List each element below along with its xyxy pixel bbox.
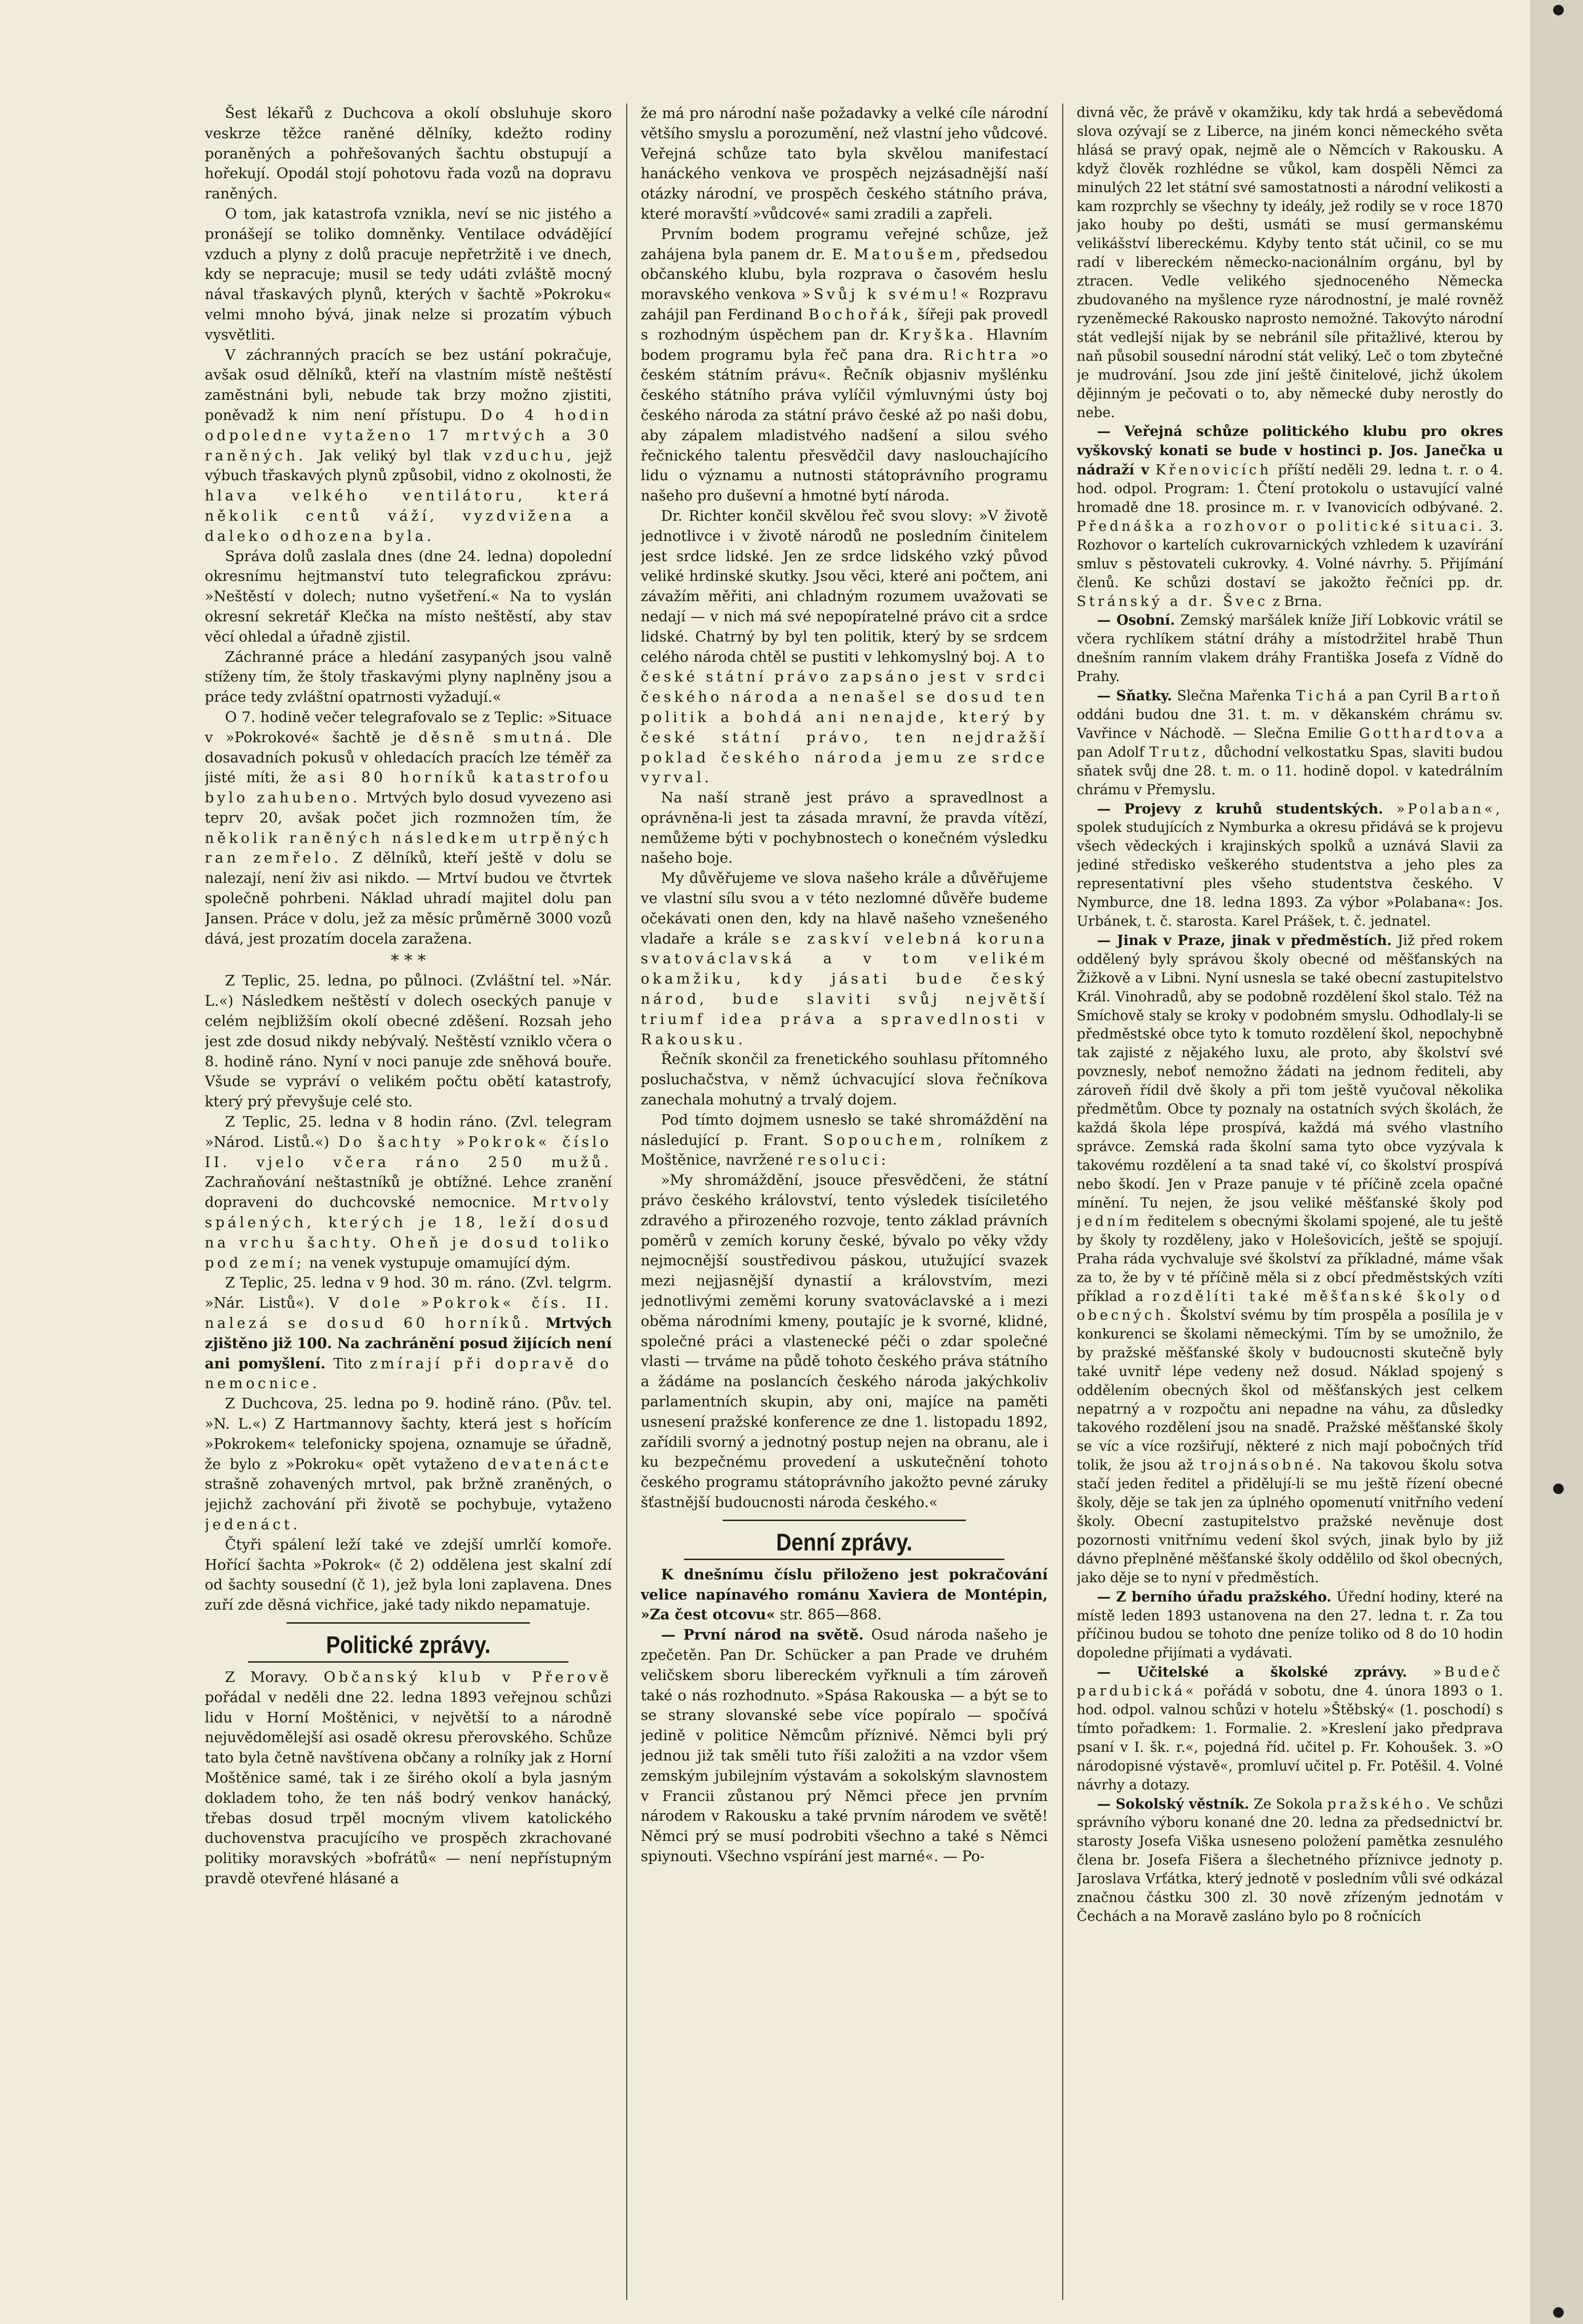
article-paragraph: — První národ na světě. Osud národa našeho je zpečetěn. Pan Dr. Schücker a pan Prade ve druhém veličskem sboru libereckém vyřknuli a tím zároveň také o nás rozhodnuto. »Spása Rakouska — a být se to se strany slovanské sebe více popíralo — spočívá jedině v politice Němcům příznivé. Němci byli prý jednou již tak směli tuto říši založiti a na vzdor všem zemským jubilejním výstavám a sokolským slavnostem v Francii zůstanou prý Němci přece jen prvním národem v Rakousku a také prvním národem ve světě! Němci prý se musí podrobiti všechno a také s Němci spiynouti. Všechno vspírání jest marné«. — Po- <box>641 1627 1048 1865</box>
article-paragraph: Řečník skončil za frenetického souhlasu přítomného posluchačstva, v němž úchvacující slova řečníkova zanechala mohutný a trvalý dojem. <box>641 1051 1048 1109</box>
article-paragraph: »My shromáždění, jsouce přesvědčeni, že státní právo českého království, tento výsledek tisíciletého zdravého a přirozeného rozvoje, tento základ právních poměrů v zemích koruny české, bývalo po věky vždy nejmocnější soustředivou páskou, utužující svazek mezi nejjasnější dynastií a královstvím, mezi jednotlivými zeměmi koruny svatováclavské a i mezi oběma národními kmeny, poutajíc je k svorné, klidné, společné práci a vlastenecké péči o zdar společné vlasti — trváme na půdě tohoto českého práva státního a žádáme na poslancích českého národa jakýchkoliv parlamentních skupin, aby oni, majíce na paměti usnesení pražské konference ze dne 1. listopadu 1892, zařídili svorný a jednotný postup nejen na obranu, ale i ku bezpečnému provedení a uskutečnění tohoto českého programu státoprávního jakožto pevné záruky šťastnější budoucnosti národa českého.« <box>641 1172 1048 1511</box>
news-item: — Jinak v Praze, jinak v předměstích. Již před rokem oddělený byly správou školy obecné od měšťanských na Žižkově a v Libni. Nyní usnesla se také obecní zastupitelstvo Král. Vinohradů, aby se podobně rozdělení škol stalo. Též na Smíchově staly se kroky v podobném smyslu. Odhodlaly-li se předměstské obce tyto k tomuto rozdělení škol, nepochybně tak zajisté z nějakého luxu, ale proto, aby školství své povznesly, neboť nemožno žádati na jednom řediteli, aby zároveň řídil dvě školy a při tom ještě vyučoval několika předmětům. Obce ty poznaly na ostatních svých školách, že každá škola lépe prospívá, každá má svého vlastního správce. Zemská rada školní sama tyto obce vyzývala k takovému rozdělení a ta snad také ví, co školství prospívá nebo škodí. Jen v Praze panuje v té příčině zcela opačné mínění. Tu nejen, že jsou veliké měšťanské školy pod jedním ředitelem s obecnými školami spojené, ale tu ještě by školy ty rozděleny, jako v Holešovicích, ještě se spojují. Praha ráda vychvaluje své školství za příkladné, máme však za to, že by v té příčině měla si z obcí předměstských vzíti příklad a rozdělíti také měšťanské školy od obecných. Školství svému by tím prospěla a posílila je v konkurenci se školami německými. Tím by se umožnilo, že by pražské měšťanské školy v budoucnosti skutečně byly také uvnitř lépe vedeny než dosud. Náklad spojený s oddělením obecných škol od měšťanských jest celkem nepatrný a v rozpočtu ani nepadne na váhu, za důsledky takového rozdělení jsou na snadě. Pražské měšťanské školy se víc a více rozšiřují, některé z nich mají pobočných tříd tolik, že jsou až trojnásobné. Na takovou školu sotva stačí jeden ředitel a přidělují-li se mu ještě řízení obecné školy, děje se tak jen za úplného opomenutí vnitřního vedení školy. Obecní zastupitelstvo pražské nevěnuje dost pozornosti vnitřnímu vedení škol svých, jinak bylo by již dávno přeplněné měšťanské školy oddělilo od škol obecných, jako děje se to nyní v předměstích. <box>1077 932 1503 1586</box>
article-paragraph: Šest lékařů z Duchcova a okolí obsluhuje skoro veskrze těžce raněné dělníky, kdežto rodiny poraněných a pohřešovaných šachtu obstupují a hořekují. Opodál stojí pohotovu řada vozů na dopravu raněných. <box>205 105 612 203</box>
section-heading-politicke-zpravy: Politické zprávy. <box>326 1631 491 1658</box>
article-end-rule <box>723 1520 966 1521</box>
registration-dot <box>1553 5 1564 15</box>
article-paragraph: Správa dolů zaslala dnes (dne 24. ledna) dopolední okresnímu hejtmanství tuto telegrafickou zprávu: »Neštěstí v dolech; nutno vyšetření.« Na to vyslán okresní sekretář Klečka na místo neštěstí, aby stav věcí ohledal a úřadně zjistil. <box>205 548 612 645</box>
column-1 <box>205 104 612 2300</box>
article-paragraph: že má pro národní naše požadavky a velké cíle národní většího smyslu a porozumění, než vlastní jeho vůdcové. Veřejná schůze tato byla skvělou manifestací hanáckého venkova ve prospěch nejzásadnější naší otázky národní, ve prospěch českého státního práva, které moravští »vůdcové« sami zradili a zapřeli. <box>641 105 1048 223</box>
column-rule <box>1062 104 1063 2300</box>
article-paragraph: My důvěřujeme ve slova našeho krále a důvěřujeme ve vlastní sílu svou a v této nezlomné důvěře budeme očekávati onen den, kdy na hlavě našeho vznešeného vladaře a krále se zaskví velebná koruna svatováclavská a v tom velikém okamžiku, kdy jásati bude český národ, bude slaviti svůj největší triumf idea práva a spravedlnosti v Rakousku. <box>641 870 1048 1048</box>
article-paragraph: Pod tímto dojmem usnesło se také shromáždění na následující p. Frant. Sopouchem, rolníkem z Moštěnice, navržené resoluci: <box>641 1111 1048 1169</box>
article-paragraph: Záchranné práce a hledání zasypaných jsou valně stíženy tím, že štoly třaskavými plyny naplněny jsou a práce tedy zvláštní opatrnosti vyžadují.« <box>205 648 612 706</box>
scan-registration-dots <box>1549 0 1569 2324</box>
article-paragraph: Čtyři spálení leží také ve zdejší umrlčí komoře. Hořící šachta »Pokrok« (č 2) oddělena jest skalní zdí od šachty sousední (č 1), jež byla loni zaplavena. Dnes zuří zde děsná vichřice, jaké tady nikdo nepamatuje. <box>205 1536 612 1614</box>
news-item: — Učitelské a školské zprávy. »Budeč pardubická« pořádá v sobotu, dne 4. února 1893 o 1. hod. odpol. valnou schůzi v hotelu »Štěbský« (1. poschodí) s tímto pořadkem: 1. Formalie. 2. »Kreslení jako předprava psaní v I. šk. r.«, pojedná říd. učitel p. Fr. Kohoušek. 3. »O národopisné výstavě«, promluví učitel p. Fr. Potěšil. 4. Volné návrhy a dotazy. <box>1077 1664 1503 1793</box>
column-rule <box>626 104 627 2300</box>
column-2 <box>641 104 1048 2300</box>
news-item: — Sňatky. Slečna Mařenka Tichá a pan Cyril Bartoň oddáni budou dne 31. t. m. v děkanském chrámu sv. Vavřince v Náchodě. — Slečna Emilie Gotthardtova a pan Adolf Trutz, důchodní velkostatku Spas, slaviti budou sňatek svůj dne 28. t. m. o 11. hodině dopol. v katedrálním chrámu v Přemyslu. <box>1077 687 1503 798</box>
article-paragraph: Z Teplic, 25. ledna, po půlnoci. (Zvláštní tel. »Nár. L.«) Následkem neštěstí v dolech oseckých panuje v celém nejbližším okolí obecné zděšení. Rozsah jeho jest zde dosud nikdy nebývalý. Neštěstí vzniklo včera o 8. hodině ráno. Nyní v noci panuje zde sněhová bouře. Všude se vypráví o velikém počtu obětí katastrofy, který prý převyšuje celé sto. <box>205 972 612 1111</box>
article-paragraph: Z Teplic, 25. ledna v 9 hod. 30 m. ráno. (Zvl. telgrm. »Nár. Listů«). V dole »Pokrok« čís. II. nalezá se dosud 60 horníků. Mrtvých zjištěno již 100. Na zachránění posud žijících není ani pomyšlení. Tito zmírají při dopravě do nemocnice. <box>205 1274 612 1392</box>
text-columns <box>205 104 1503 2300</box>
news-item: — Z berního úřadu pražského. Úřední hodiny, které na místě leden 1893 ustanovena na den 27. ledna t. r. Za tou příčinou budou se tohoto dne peníze toliko od 8 do 10 hodin dopoledne přijímati a vydávati. <box>1077 1588 1503 1661</box>
article-paragraph: Dr. Richter končil skvělou řeč svou slovy: »V životě jednotlivce i v životě národů ne posledním činitelem jest srdce lidské. Jen ze srdce lidského vzký původ veliké hrdinské skutky. Jsou věci, které ani počtem, ani závažím měřiti, ani chladným rozumem uvažovati se nedají — v nich má své nepopíratelné právo cit a srdce lidské. Chatrný by byl ten politik, který by se srdcem celého národa chtěl se pustiti v lehkomyslný boj. A to české státní právo zapsáno jest v srdci českého národa a nenašel se dosud ten politik a bohdá ani nenajde, který by české státní právo, ten nejdražší poklad českého národa jemu ze srdce vyrval. <box>641 507 1048 787</box>
article-paragraph: Z Duchcova, 25. ledna po 9. hodině ráno. (Pův. tel. »N. L.«) Z Hartmannovy šachty, která jest s hořícím »Pokrokem« telefonicky spojena, oznamuje se úřadně, že bylo z »Pokroku« opět vytaženo devatenácte strašně zohavených mrtvol, pak bržně zraněných, o jejichž zachování při životě se pochybuje, vytaženo jedenáct. <box>205 1395 612 1533</box>
article-paragraph: Na naší straně jest právo a spravedlnost a oprávněna-li jest ta zásada mravní, že pravda vítězí, nemůžeme býti v pochybnostech o konečném výsledku našeho boje. <box>641 789 1048 867</box>
registration-dot <box>1553 2307 1564 2318</box>
news-item: — Veřejná schůze politického klubu pro okres vyškovský konati se bude v hostinci p. Jos. Janečka u nádraží v Křenovicích příští neděli 29. ledna t. r. o 4. hod. odpol. Program: 1. Čtení protokolu o ustavující valné hromadě dne 18. prosince m. r. v Ivanovicích odbývané. 2. Přednáška a rozhovor o politické situaci. 3. Rozhovor o kartelích cukrovarnických vzhledem k uzavírání smluv s pěstovateli cukrovky. 4. Volné návrhy. 5. Přijímání členů. Ke schůzi dostaví se jakožto řečníci pp. dr. Stránský a dr. Švec z Brna. <box>1077 423 1503 609</box>
article-paragraph: Z Teplic, 25. ledna v 8 hodin ráno. (Zvl. telegram »Národ. Listů.«) Do šachty »Pokrok« číslo II. vjelo včera ráno 250 mužů. Zachraňování neštastníků je obtížné. Lehce zranění dopraveni do duchcovské nemocnice. Mrtvoly spálených, kterých je 18, leží dosud na vrchu šachty. Oheň je dosud toliko pod zemí; na venek vystupuje omamující dým. <box>205 1114 612 1272</box>
heading-rule <box>248 1661 568 1663</box>
news-item: — Projevy z kruhů studentských. »Polaban«, spolek studujících z Nymburka a okresu přidává se k projevu všech vědeckých i krajinských spolků a uznává Slavii za jediné středisko veškerého studentstva a jeho ples za representativní ples všeho studentstva českého. V Nymburce, dne 18. ledna 1893. Za výbor »Polabana«: Jos. Urbánek, t. č. starosta. Karel Prášek, t. č. jednatel. <box>1077 800 1503 929</box>
news-item: — Osobní. Zemský maršálek kníže Jiří Lobkovic vrátil se včera rychlíkem státní dráhy a místodržitel hrabě Thun dnešním ranním vlakem dráhy Františka Josefa z Vídně do Prahy. <box>1077 612 1503 685</box>
registration-dot <box>1553 1484 1564 1494</box>
article-end-rule <box>287 1622 530 1624</box>
article-paragraph: Prvním bodem programu veřejné schůze, jež zahájena byla panem dr. E. Matoušem, předsedou občanského klubu, byla rozprava o časovém heslu moravského venkova »Svůj k svému!« Rozpravu zahájil pan Ferdinand Bochořák, šířeji pak provedl s rozhodným úspěchem pan dr. Kryška. Hlavním bodem programu byla řeč pana drа. Richtra »o českém státním právu«. Řečník objasniv myšlénku českého státního práva vylíčil výmluvnými ústy boj českého národa za státní právo české až po naši dobu, aby zápalem mladistvého nadšení a silou svého řečnického talentu přesvědčil davy naslouchajícího lidu o významu a nutnosti státoprávního programu našeho pro duševní a hmotné bytí národa. <box>641 225 1048 505</box>
article-paragraph: Z Moravy. Občanský klub v Přerově pořádal v neděli dne 22. ledna 1893 veřejnou schůzi lidu v Horní Moštěnici, v největší to a národně nejuvědomělejší asi osadě okresu přerovského. Schůze tato byla četně navštívena občany a rolníky jak z Horní Moštěnice samé, tak i ze širého okolí a byla jasným dokladem toho, že ten náš bodrý venkov hanácký, třebas dosud trpěl mocným vlivem katolického duchovenstva pracujícího ve prospěch zkrachované politiky moravských »bofrátů« — není nepřístupným pravdě otevřené hlásané a <box>205 1668 612 1887</box>
section-asterisks: * * * <box>391 951 426 971</box>
section-heading-denni-zpravy: Denní zprávy. <box>776 1528 912 1556</box>
news-item: — Sokolský věstník. Ze Sokola pražského. Ve schůzi správního výboru konané dne 20. ledna za předsednictví br. starosty Josefa Viška usneseno položení pamětka zesnulého člena br. Josefa Fišera a šlechetného příznivce jednoty p. Jaroslava Vrťátka, který jednotě v posledním vůli své odkázal značnou částku 300 zl. 30 nově zřízeným jednotám v Čechách a na Moravě zasláno bylo po 8 ročnících <box>1077 1795 1503 1924</box>
article-paragraph: O tom, jak katastrofa vznikla, neví se nic jistého a pronášejí se toliko domněnky. Ventilace odvádějící vzduch a plyny z dolů pracuje nepřetržitě i ve dnech, kdy se nepracuje; musil se tedy udáti zvláště mocný nával třaskavých plynů, kterých v šachtě »Pokroku« velmi mnoho bývá, jinak nelze si prozatím výbuch vysvětliti. <box>205 205 612 343</box>
article-paragraph: V záchranných pracích se bez ustání pokračuje, avšak osud dělníků, kteří na vlastním místě neštěstí zaměstnáni byli, nebude tak brzy možno zjistiti, poněvadž k nim není přístupu. Do 4 hodin odpoledne vytaženo 17 mrtvých a 30 raněných. Jak veliký byl tlak vzduchu, jejž výbuch třaskavých plynů způsobil, vidno z okolnosti, že hlava velkého ventilátoru, která několik centů váží, vyzdvižena a daleko odhozena byla. <box>205 346 612 545</box>
article-paragraph: K dnešnímu číslu přiloženo jest pokračování velice napínavého románu Xaviera de Montépin, »Za čest otcovu« str. 865—868. <box>641 1566 1048 1624</box>
heading-rule <box>684 1559 1004 1560</box>
article-paragraph: O 7. hodině večer telegrafovalo se z Teplic: »Situace v »Pokrokové« šachtě je děsně smutná. Dle dosavadních pokusů v ohledacích pracích lze téměř za jisté míti, že asi 80 horníků katastrofou bylo zahubeno. Mrtvých bylo dosud vyvezeno asi teprv 20, avšak počet jich rozmnožen tím, že několik raněných následkem utrpěných ran zemřelo. Z dělníků, kteří ještě v dolu se nalezají, není živ asi nikdo. — Mrtví budou ve čtvrtek společně pohrbeni. Náklad uhradí majitel dolu pan Jansen. Práce v dolu, jež za měsíc průměrně 3000 vozů dává, jest prozatím docela zaražena. <box>205 709 612 947</box>
article-paragraph: divná věc, že právě v okamžiku, kdy tak hrdá a sebevědomá slova ozývají se z Liberce, na jiném konci německého světa hlásá se pravý opak, nejmě ale o Němcích v Rakousku. A když člověk rozhlédne se vůkol, kam dospěli Němci za minulých 22 let státní své samostatnosti a národní velikosti a kam rozprchly se všechny ty ideály, jež rodily se v roce 1870 jako houby po dešti, usmáti se musí germanskému velikášství libereckému. Kdyby tento stát učinil, co se mu radí v libereckém německo-nacionálním orgánu, byl by ztracen. Vedle velikého sjednoceného Německa zbudovaného na myšlence ryze národnostní, je malé rovněž ryzeněmecké Rakousko naprosto nemožné. Takovýto národní stát vedlejší nijak by se nebránil síle přitažlivé, kterou by naň působil sousední národní stát veliký. Leč o tom zbytečné je mudrování. Jsou zde jiní ještě činitelové, jichž úkolem dějinným je pečovati o to, aby německé duby nerostly do nebe. <box>1077 105 1503 420</box>
column-3 <box>1077 104 1503 2300</box>
